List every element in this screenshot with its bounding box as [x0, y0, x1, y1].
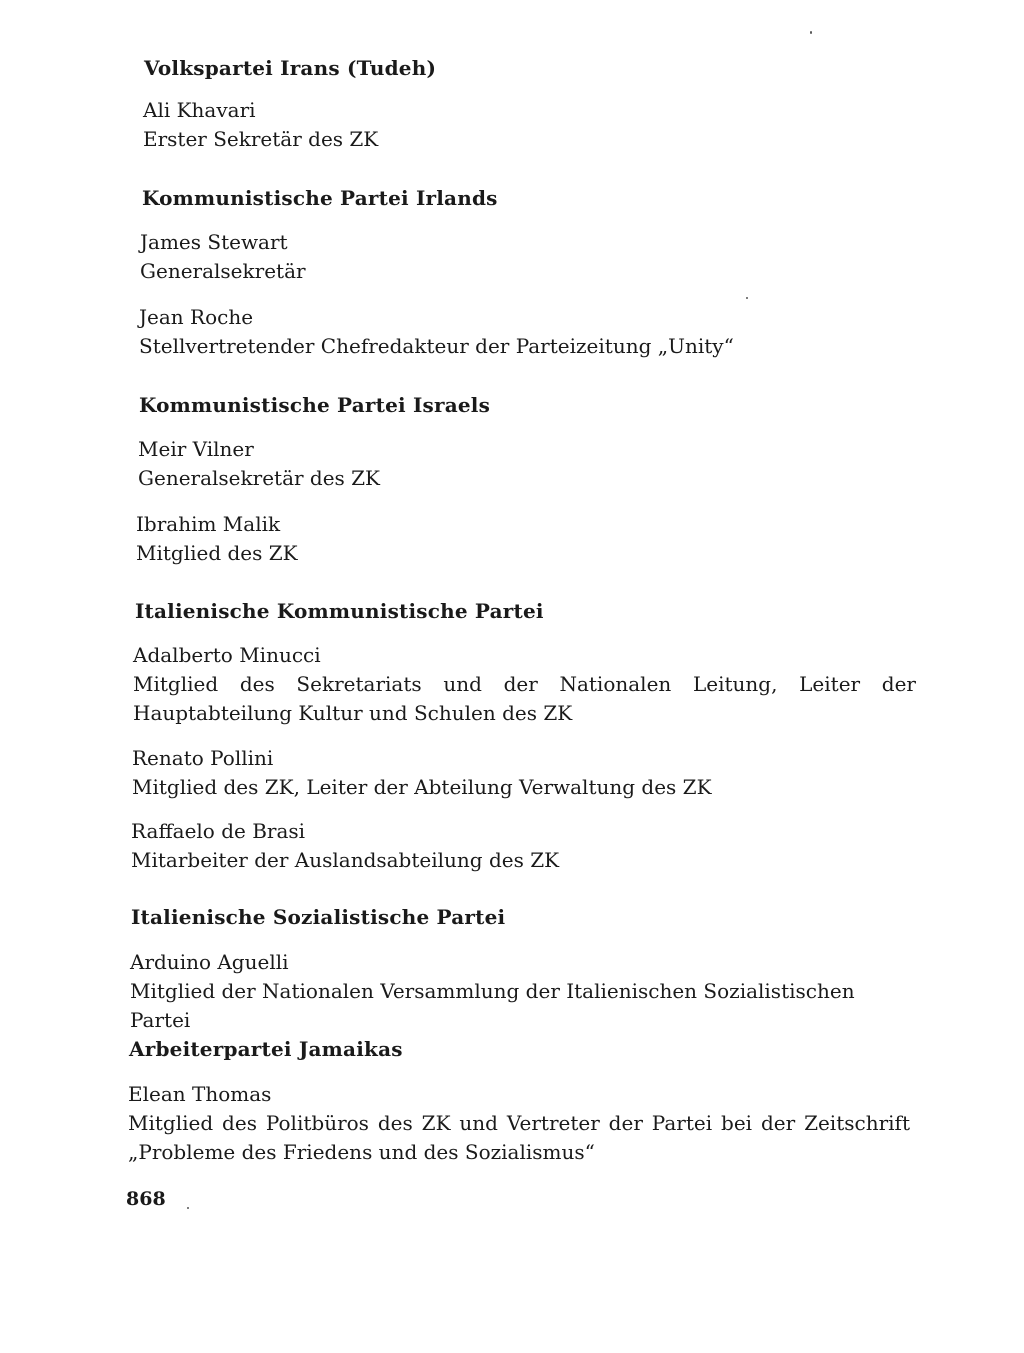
member-entry: [128, 1080, 910, 1167]
party-heading-italy-socialist: Italienische Sozialistische Partei: [131, 905, 506, 929]
page-number: 868: [126, 1188, 166, 1210]
member-role: Generalsekretär: [140, 259, 306, 283]
member-role: Mitglied der Nationalen Versammlung der Italienischen Sozialistischen Partei: [130, 979, 855, 1032]
member-role: Stellvertretender Chefredakteur der Parteizeitung „Unity“: [139, 334, 734, 358]
member-name: Elean Thomas: [128, 1082, 272, 1106]
member-entry: [130, 948, 860, 1035]
scan-speck: [746, 297, 748, 299]
member-name: Adalberto Minucci: [133, 643, 321, 667]
scan-speck: [810, 31, 812, 34]
member-entry: [138, 435, 923, 493]
member-entry: [139, 303, 924, 361]
member-role: Mitglied des Sekretariats und der Nationalen Leitung, Leiter der Hauptabteilung Kultur und Schulen des ZK: [133, 672, 916, 725]
member-name: James Stewart: [140, 230, 288, 254]
member-role: Mitglied des ZK: [136, 541, 298, 565]
party-heading-jamaica: Arbeiterpartei Jamaikas: [129, 1037, 403, 1061]
member-entry: [133, 641, 916, 728]
scan-speck: [187, 1207, 189, 1209]
member-entry: [136, 510, 921, 568]
member-entry: [140, 228, 925, 286]
member-role: Erster Sekretär des ZK: [143, 127, 379, 151]
member-entry: [131, 817, 916, 875]
party-heading-israel: Kommunistische Partei Israels: [139, 393, 491, 417]
member-name: Raffaelo de Brasi: [131, 819, 306, 843]
member-role: Mitglied des ZK, Leiter der Abteilung Verwaltung des ZK: [132, 775, 712, 799]
member-entry: [132, 744, 917, 802]
member-name: Ali Khavari: [143, 98, 256, 122]
member-entry: [143, 96, 928, 154]
member-role: Generalsekretär des ZK: [138, 466, 381, 490]
member-name: Arduino Aguelli: [130, 950, 289, 974]
member-role: Mitglied des Politbüros des ZK und Vertreter der Partei bei der Zeitschrift „Probleme des Friedens und des Sozialismus“: [128, 1111, 910, 1164]
member-name: Renato Pollini: [132, 746, 274, 770]
party-heading-iran: Volkspartei Irans (Tudeh): [144, 56, 437, 80]
member-name: Jean Roche: [139, 305, 254, 329]
member-name: Ibrahim Malik: [136, 512, 281, 536]
party-heading-ireland: Kommunistische Partei Irlands: [142, 186, 498, 210]
member-name: Meir Vilner: [138, 437, 254, 461]
member-role: Mitarbeiter der Auslandsabteilung des ZK: [131, 848, 560, 872]
party-heading-italy-communist: Italienische Kommunistische Partei: [135, 599, 544, 623]
